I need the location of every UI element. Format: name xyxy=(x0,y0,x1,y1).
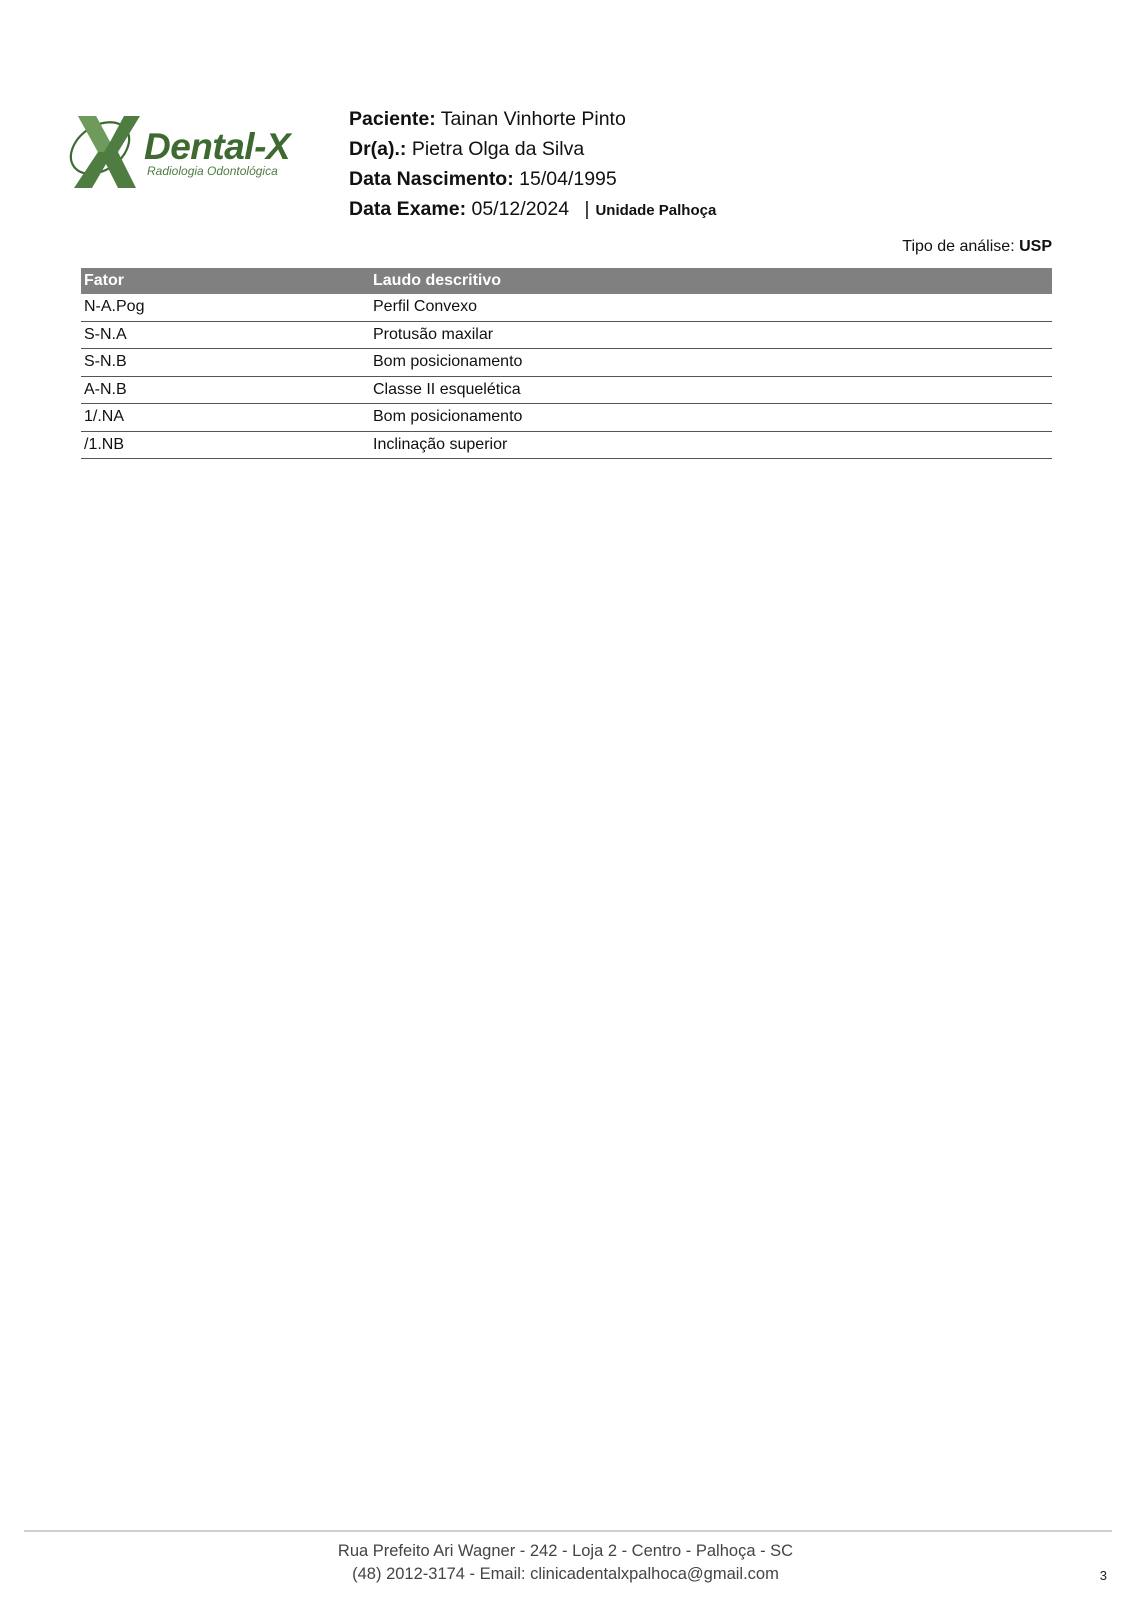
doctor-name: Pietra Olga da Silva xyxy=(411,138,585,160)
logo-wordmark: Dental-X xyxy=(144,126,291,167)
analysis-type-value: USP xyxy=(1019,238,1052,255)
birth-date-line xyxy=(349,164,716,194)
page-number: 3 xyxy=(1099,1568,1107,1583)
analysis-type xyxy=(902,238,1052,256)
table-row xyxy=(81,431,1052,459)
factor-cell: A-N.B xyxy=(81,376,370,404)
description-cell: Inclinação superior xyxy=(370,431,1052,459)
factor-cell: 1/.NA xyxy=(81,404,370,432)
description-cell: Classe II esquelética xyxy=(370,376,1052,404)
factor-cell: S-N.A xyxy=(81,321,370,349)
birth-date-label: Data Nascimento: xyxy=(349,168,514,190)
patient-name: Tainan Vinhorte Pinto xyxy=(440,108,626,130)
description-cell: Bom posicionamento xyxy=(370,404,1052,432)
table-row xyxy=(81,321,1052,349)
birth-date-value: 15/04/1995 xyxy=(519,168,617,190)
exam-date-line xyxy=(349,194,716,226)
clinic-logo xyxy=(66,108,316,194)
clinic-unit: Unidade Palhoça xyxy=(595,202,717,219)
table-row xyxy=(81,349,1052,377)
table-row xyxy=(81,376,1052,404)
header-factor: Fator xyxy=(81,268,370,294)
exam-date-value: 05/12/2024 xyxy=(471,198,570,220)
exam-date-label: Data Exame: xyxy=(349,198,467,220)
factor-cell: N-A.Pog xyxy=(81,294,370,321)
patient-line xyxy=(349,104,716,134)
x-emblem-icon xyxy=(66,108,146,194)
analysis-type-label: Tipo de análise: xyxy=(902,238,1015,255)
footer-address: Rua Prefeito Ari Wagner - 242 - Loja 2 - Centro - Palhoça - SC xyxy=(337,1542,794,1560)
description-cell: Perfil Convexo xyxy=(370,294,1052,321)
description-cell: Bom posicionamento xyxy=(370,349,1052,377)
factor-cell: /1.NB xyxy=(81,431,370,459)
report-table xyxy=(81,268,1052,459)
table-header-row xyxy=(81,268,1052,294)
unit-separator: | xyxy=(584,199,590,220)
doctor-line xyxy=(349,134,716,164)
doctor-label: Dr(a).: xyxy=(349,138,407,160)
factor-cell: S-N.B xyxy=(81,349,370,377)
footer-divider xyxy=(24,1530,1112,1532)
description-cell: Protusão maxilar xyxy=(370,321,1052,349)
header-description: Laudo descritivo xyxy=(370,268,1052,294)
logo-tagline: Radiologia Odontológica xyxy=(147,164,278,178)
footer xyxy=(0,1540,1131,1586)
patient-label: Paciente: xyxy=(349,108,436,130)
footer-contact: (48) 2012-3174 - Email: clinicadentalxpalhoca@gmail.com xyxy=(352,1565,779,1583)
patient-info xyxy=(349,104,716,226)
table-row xyxy=(81,294,1052,321)
table-row xyxy=(81,404,1052,432)
